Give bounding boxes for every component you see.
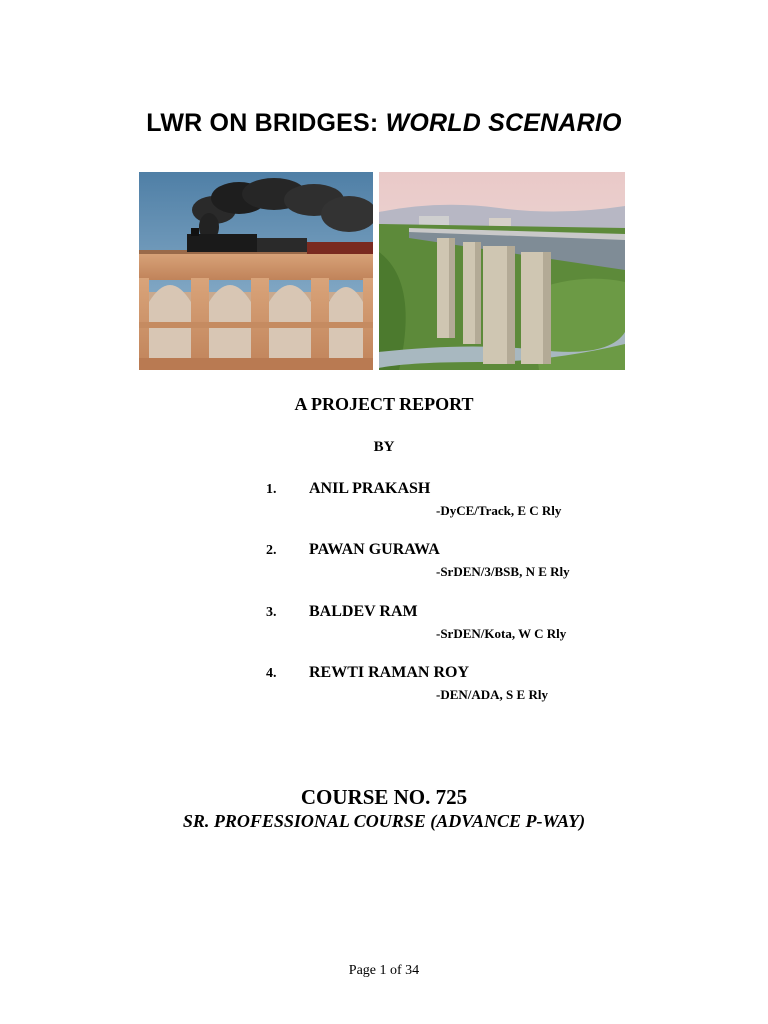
- course-subtitle: SR. PROFESSIONAL COURSE (ADVANCE P-WAY): [182, 811, 586, 831]
- author-name: ANIL PRAKASH: [309, 480, 431, 497]
- by-label: BY: [373, 439, 395, 455]
- steam-train-viaduct-photo: [139, 172, 373, 370]
- author-entry: [0, 605, 768, 655]
- author-designation: -SrDEN/3/BSB, N E Rly: [436, 564, 570, 579]
- author-name: REWTI RAMAN ROY: [309, 664, 469, 681]
- title-main: LWR ON BRIDGES:: [146, 109, 386, 137]
- concrete-bridge-photo: [379, 172, 625, 370]
- author-number: 2.: [266, 543, 277, 558]
- steam-train-viaduct-illustration: [139, 172, 373, 370]
- author-entry: [0, 666, 768, 716]
- course-number: COURSE NO. 725: [300, 785, 468, 809]
- author-number: 1.: [266, 482, 277, 497]
- author-entry: [0, 543, 768, 593]
- author-designation: -DEN/ADA, S E Rly: [436, 687, 548, 702]
- author-entry: [0, 482, 768, 532]
- author-name: BALDEV RAM: [309, 603, 418, 620]
- page-number: Page 1 of 34: [348, 963, 420, 978]
- author-designation: -SrDEN/Kota, W C Rly: [436, 626, 567, 641]
- title-italic: WORLD SCENARIO: [385, 109, 622, 137]
- document-title: [0, 109, 768, 138]
- concrete-bridge-illustration: [379, 172, 625, 370]
- report-title: A PROJECT REPORT: [294, 394, 474, 414]
- author-name: PAWAN GURAWA: [309, 541, 440, 558]
- author-designation: -DyCE/Track, E C Rly: [436, 503, 562, 518]
- author-number: 4.: [266, 666, 277, 681]
- author-number: 3.: [266, 605, 277, 620]
